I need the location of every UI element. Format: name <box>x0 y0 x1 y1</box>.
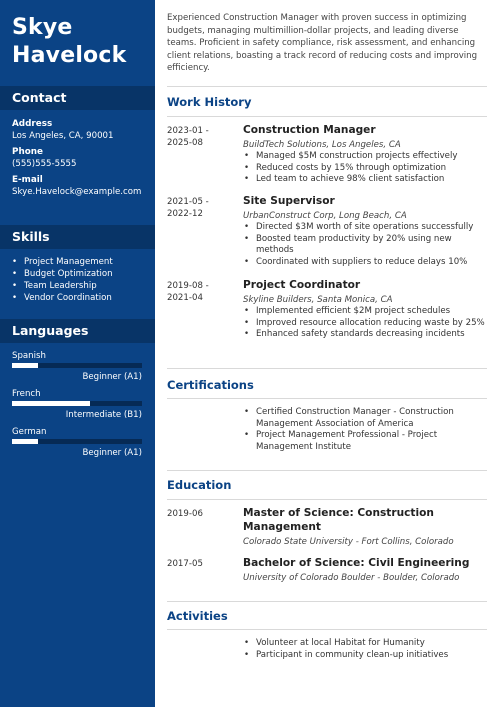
job-bullet: • Boosted team productivity by 20% using new methods <box>243 234 488 257</box>
job-entry <box>243 278 488 341</box>
section-divider <box>167 470 487 471</box>
section-divider <box>167 398 487 399</box>
job-bullet: • Managed $5M construction projects effectively <box>243 151 488 163</box>
job-bullet: • Reduced costs by 15% through optimization <box>243 163 488 175</box>
language-item <box>12 389 142 421</box>
job-title: Site Supervisor <box>243 195 335 207</box>
job-bullet: • Improved resource allocation reducing waste by 25% <box>243 318 488 330</box>
languages-heading: Languages <box>0 319 155 343</box>
language-level: Beginner (A1) <box>82 372 142 382</box>
education-heading: Education <box>167 478 232 492</box>
candidate-name: Skye Havelock <box>12 15 127 68</box>
section-divider <box>167 629 487 630</box>
job-bullet: • Led team to achieve 98% client satisfaction <box>243 174 488 186</box>
activity-item: • Volunteer at local Habitat for Humanity <box>243 638 488 650</box>
activities-heading: Activities <box>167 609 228 623</box>
skill-item: • Team Leadership <box>12 280 147 292</box>
education-entry <box>243 506 488 548</box>
section-divider <box>167 86 487 87</box>
school-name: University of Colorado Boulder - Boulder, Colorado <box>243 573 460 583</box>
school-name: Colorado State University - Fort Collins, Colorado <box>243 537 454 547</box>
education-date: 2017-05 <box>167 559 203 569</box>
skill-item: • Budget Optimization <box>12 268 147 280</box>
certifications-heading: Certifications <box>167 378 254 392</box>
job-company: Skyline Builders, Santa Monica, CA <box>243 295 393 305</box>
job-date: 2021-05 - 2022-12 <box>167 197 209 219</box>
job-entry <box>243 123 488 186</box>
contact-block <box>12 118 147 202</box>
education-entry <box>243 556 488 584</box>
certifications-list <box>243 407 488 453</box>
certification-item: • Certified Construction Manager - Construction Management Association of America <box>243 407 488 430</box>
phone-value: (555)555-5555 <box>12 159 77 169</box>
language-level: Intermediate (B1) <box>65 410 142 420</box>
language-bar <box>12 439 142 444</box>
contact-heading: Contact <box>0 86 155 110</box>
job-title: Project Coordinator <box>243 279 361 291</box>
language-item <box>12 351 142 383</box>
sidebar <box>0 0 155 707</box>
language-bar-fill <box>12 439 38 444</box>
language-level: Beginner (A1) <box>82 448 142 458</box>
language-bar <box>12 401 142 406</box>
section-divider <box>167 601 487 602</box>
language-bar-fill <box>12 363 38 368</box>
job-bullet: • Implemented efficient $2M project schedules <box>243 306 488 318</box>
job-date: 2019-08 - 2021-04 <box>167 281 209 303</box>
job-title: Construction Manager <box>243 124 376 136</box>
address-label: Address <box>12 119 53 129</box>
language-bar-fill <box>12 401 90 406</box>
job-company: BuildTech Solutions, Los Angeles, CA <box>243 140 401 150</box>
activity-item: • Participant in community clean-up initiatives <box>243 650 488 662</box>
education-date: 2019-06 <box>167 509 203 519</box>
work-history-heading: Work History <box>167 95 252 109</box>
section-divider <box>167 116 487 117</box>
certification-item: • Project Management Professional - Project Management Institute <box>243 430 488 453</box>
activities-list <box>243 638 488 661</box>
skills-heading: Skills <box>0 225 155 249</box>
language-name: French <box>12 389 41 399</box>
job-entry <box>243 194 488 268</box>
language-item <box>12 427 142 459</box>
language-bar <box>12 363 142 368</box>
language-name: German <box>12 427 47 437</box>
skills-list <box>12 256 147 304</box>
professional-summary: Experienced Construction Manager with proven success in optimizing budgets, managing multimillion-dollar projects, and leading diverse teams. Proficient in safety compliance, risk assessment, and enhancing client relations, boasting a track record of reducing costs and improving efficiency. <box>167 13 478 73</box>
phone-label: Phone <box>12 147 43 157</box>
email-label: E-mail <box>12 175 43 185</box>
skill-item: • Vendor Coordination <box>12 292 147 304</box>
degree-title: Master of Science: Construction Management <box>243 507 434 533</box>
section-divider <box>167 499 487 500</box>
address-value: Los Angeles, CA, 90001 <box>12 131 114 141</box>
job-bullet: • Enhanced safety standards decreasing incidents <box>243 329 488 341</box>
job-date: 2023-01 - 2025-08 <box>167 126 209 148</box>
job-bullet: • Directed $3M worth of site operations successfully <box>243 222 488 234</box>
job-company: UrbanConstruct Corp, Long Beach, CA <box>243 211 407 221</box>
language-name: Spanish <box>12 351 46 361</box>
skill-item: • Project Management <box>12 256 147 268</box>
email-value: Skye.Havelock@example.com <box>12 187 142 197</box>
degree-title: Bachelor of Science: Civil Engineering <box>243 557 470 569</box>
section-divider <box>167 368 487 369</box>
job-bullet: • Coordinated with suppliers to reduce delays 10% <box>243 257 488 269</box>
